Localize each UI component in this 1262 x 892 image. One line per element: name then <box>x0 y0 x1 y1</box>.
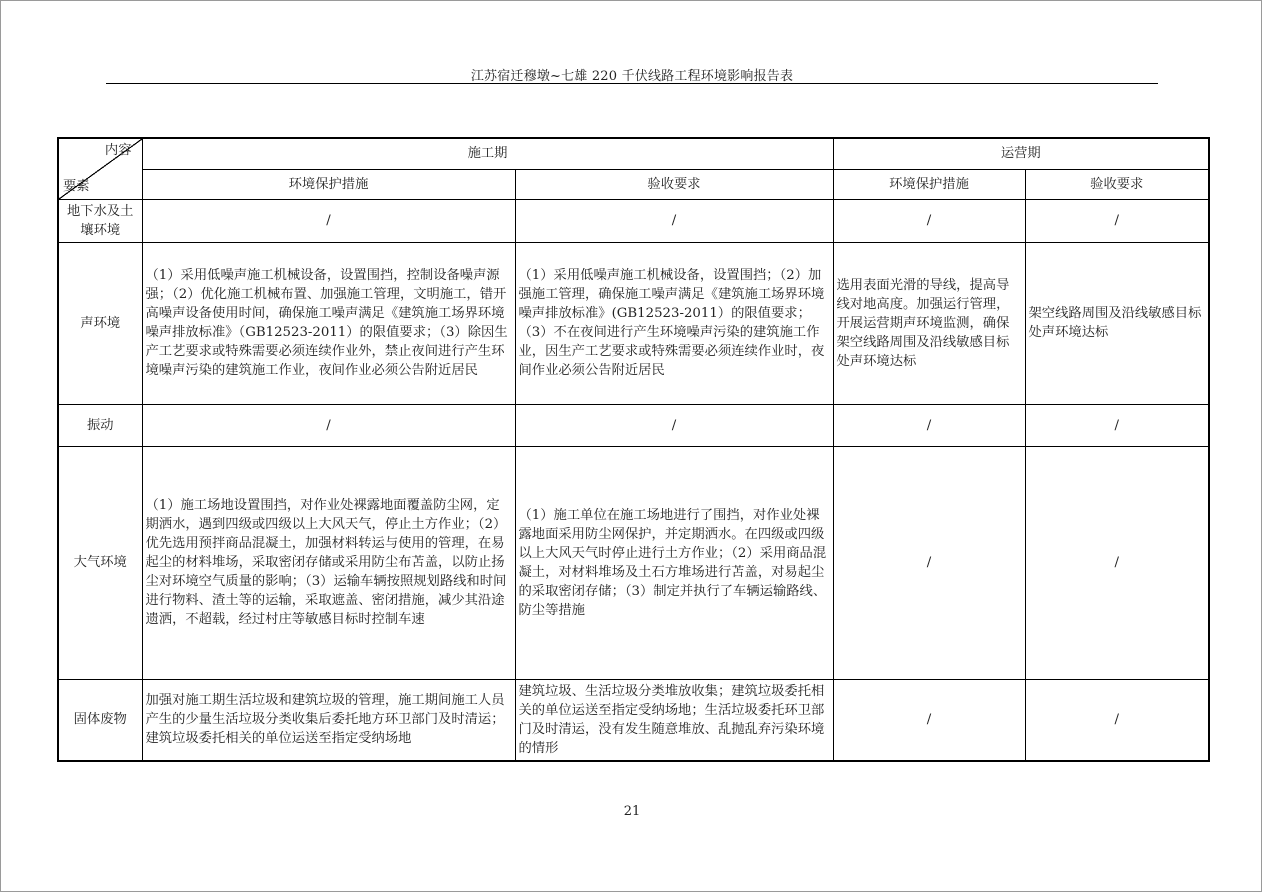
operation-measures-cell: / <box>833 679 1025 761</box>
construction-measures-cell: / <box>142 199 515 242</box>
operation-measures-cell: / <box>833 199 1025 242</box>
construction-acceptance-cell: / <box>515 199 833 242</box>
construction-acceptance-cell: （1）施工单位在施工场地进行了围挡，对作业处裸露地面采用防尘网保护，并定期洒水。在四级或四级以上大风天气时停止进行土方作业；（2）采用商品混凝土，对材料堆场及土石方堆场进行苫盖，对易起尘的采取密闭存储；（3）制定并执行了车辆运输路线、防尘等措施 <box>515 446 833 679</box>
operation-acceptance-cell: / <box>1025 679 1209 761</box>
operation-measures-cell: / <box>833 446 1025 679</box>
construction-measures-cell: （1）施工场地设置围挡，对作业处裸露地面覆盖防尘网，定期洒水，遇到四级或四级以上大风天气，停止土方作业；（2）优先选用预拌商品混凝土，加强材料转运与使用的管理，在易起尘的材料堆场，采取密闭存储或采用防尘布苫盖，以防止扬尘对环境空气质量的影响；（3）运输车辆按照规划路线和时间进行物料、渣土等的运输，采取遮盖、密闭措施，减少其沿途遗洒，不超载，经过村庄等敏感目标时控制车速 <box>142 446 515 679</box>
table-row <box>58 404 1209 446</box>
page-number: 21 <box>623 804 641 819</box>
operation-measures-cell: 选用表面光滑的导线，提高导线对地高度。加强运行管理，开展运营期声环境监测，确保架空线路周围及沿线敏感目标处声环境达标 <box>833 242 1025 404</box>
report-header-title: 江苏宿迁穆墩~七雄 220 千伏线路工程环境影响报告表 <box>470 69 794 84</box>
construction-acceptance-cell: 建筑垃圾、生活垃圾分类堆放收集；建筑垃圾委托相关的单位运送至指定受纳场地；生活垃圾委托环卫部门及时清运，没有发生随意堆放、乱抛乱弃污染环境的情形 <box>515 679 833 761</box>
row-element-label: 声环境 <box>58 242 142 404</box>
corner-label-content: 内容 <box>104 143 132 158</box>
operation-acceptance-cell: / <box>1025 199 1209 242</box>
construction-acceptance-cell: （1）采用低噪声施工机械设备，设置围挡；（2）加强施工管理，确保施工噪声满足《建筑施工场界环境噪声排放标准》(GB12523-2011）的限值要求；（3）不在夜间进行产生环境噪声污染的建筑施工作业，因生产工艺要求或特殊需要必须连续作业时，夜间作业必须公告附近居民 <box>515 242 833 404</box>
construction-measures-cell: （1）采用低噪声施工机械设备，设置围挡，控制设备噪声源强；（2）优化施工机械布置、加强施工管理，文明施工，错开高噪声设备使用时间，确保施工噪声满足《建筑施工场界环境噪声排放标准》（GB12523-2011）的限值要求；（3）除因生产工艺要求或特殊需要必须连续作业外，禁止夜间进行产生环境噪声污染的建筑施工作业，夜间作业必须公告附近居民 <box>142 242 515 404</box>
table-row <box>58 446 1209 679</box>
table-row <box>58 199 1209 242</box>
header-rule <box>106 83 1158 84</box>
table-row <box>58 679 1209 761</box>
phase-construction-header: 施工期 <box>142 138 833 169</box>
operation-acceptance-cell: / <box>1025 446 1209 679</box>
row-element-label: 大气环境 <box>58 446 142 679</box>
table-row <box>58 242 1209 404</box>
col-header-operation-acceptance: 验收要求 <box>1025 169 1209 199</box>
table-header-row-phase <box>58 138 1209 169</box>
row-element-label: 地下水及土壤环境 <box>58 199 142 242</box>
col-header-construction-measures: 环境保护措施 <box>142 169 515 199</box>
phase-operation-header: 运营期 <box>833 138 1209 169</box>
row-element-label: 固体废物 <box>58 679 142 761</box>
row-element-label: 振动 <box>58 404 142 446</box>
operation-acceptance-cell: / <box>1025 404 1209 446</box>
operation-measures-cell: / <box>833 404 1025 446</box>
corner-label-element: 要素 <box>63 178 90 194</box>
construction-acceptance-cell: / <box>515 404 833 446</box>
col-header-operation-measures: 环境保护措施 <box>833 169 1025 199</box>
construction-measures-cell: 加强对施工期生活垃圾和建筑垃圾的管理，施工期间施工人员产生的少量生活垃圾分类收集后委托地方环卫部门及时清运；建筑垃圾委托相关的单位运送至指定受纳场地 <box>142 679 515 761</box>
environmental-measures-table <box>57 137 1210 762</box>
table-header-row-columns <box>58 169 1209 199</box>
col-header-construction-acceptance: 验收要求 <box>515 169 833 199</box>
corner-diagonal-cell <box>58 138 142 199</box>
operation-acceptance-cell: 架空线路周围及沿线敏感目标处声环境达标 <box>1025 242 1209 404</box>
construction-measures-cell: / <box>142 404 515 446</box>
